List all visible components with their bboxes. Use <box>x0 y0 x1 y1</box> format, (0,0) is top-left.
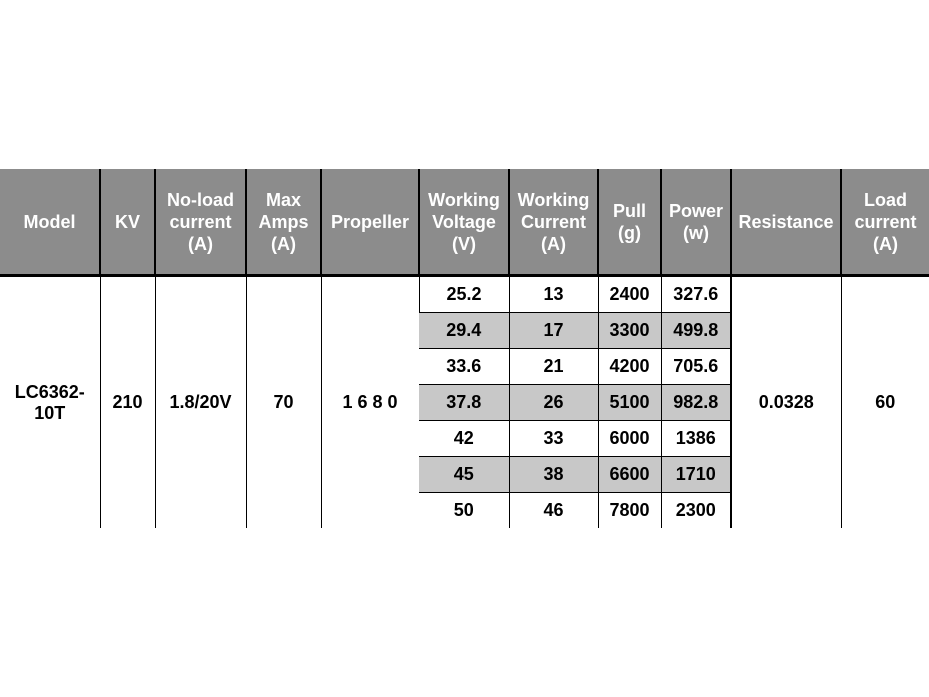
header-model: Model <box>0 169 100 276</box>
table-row <box>0 276 929 313</box>
header-load-current: Load current (A) <box>841 169 929 276</box>
current-cell: 13 <box>509 276 598 313</box>
header-resistance: Resistance <box>731 169 841 276</box>
voltage-cell: 29.4 <box>419 313 509 349</box>
current-cell: 38 <box>509 457 598 493</box>
max-amps-cell: 70 <box>246 276 321 529</box>
current-cell: 46 <box>509 493 598 529</box>
voltage-cell: 33.6 <box>419 349 509 385</box>
power-cell: 982.8 <box>661 385 731 421</box>
pull-cell: 5100 <box>598 385 661 421</box>
pull-cell: 2400 <box>598 276 661 313</box>
resistance-cell: 0.0328 <box>731 276 841 529</box>
header-power: Power (w) <box>661 169 731 276</box>
header-max-amps: Max Amps (A) <box>246 169 321 276</box>
pull-cell: 3300 <box>598 313 661 349</box>
voltage-cell: 37.8 <box>419 385 509 421</box>
power-cell: 499.8 <box>661 313 731 349</box>
current-cell: 17 <box>509 313 598 349</box>
header-propeller: Propeller <box>321 169 419 276</box>
noload-current-cell: 1.8/20V <box>155 276 246 529</box>
power-cell: 327.6 <box>661 276 731 313</box>
current-cell: 33 <box>509 421 598 457</box>
power-cell: 2300 <box>661 493 731 529</box>
current-cell: 26 <box>509 385 598 421</box>
power-cell: 1710 <box>661 457 731 493</box>
header-noload-current: No-load current (A) <box>155 169 246 276</box>
pull-cell: 4200 <box>598 349 661 385</box>
pull-cell: 6000 <box>598 421 661 457</box>
kv-cell: 210 <box>100 276 155 529</box>
voltage-cell: 25.2 <box>419 276 509 313</box>
voltage-cell: 50 <box>453 500 474 520</box>
pull-cell: 6600 <box>598 457 661 493</box>
motor-spec-table <box>0 169 929 528</box>
header-kv: KV <box>100 169 155 276</box>
header-row <box>0 169 929 276</box>
power-cell: 1386 <box>661 421 731 457</box>
header-working-voltage: Working Voltage (V) <box>419 169 509 276</box>
pull-cell: 7800 <box>598 493 661 529</box>
propeller-cell: 1 6 8 0 <box>321 276 419 529</box>
current-cell: 21 <box>509 349 598 385</box>
power-cell: 705.6 <box>661 349 731 385</box>
load-current-cell: 60 <box>841 276 929 529</box>
voltage-cell: 42 <box>419 421 509 457</box>
header-working-current: Working Current (A) <box>509 169 598 276</box>
header-pull: Pull (g) <box>598 169 661 276</box>
voltage-cell: 45 <box>419 457 509 493</box>
model-cell: LC6362- 10T <box>14 381 85 423</box>
